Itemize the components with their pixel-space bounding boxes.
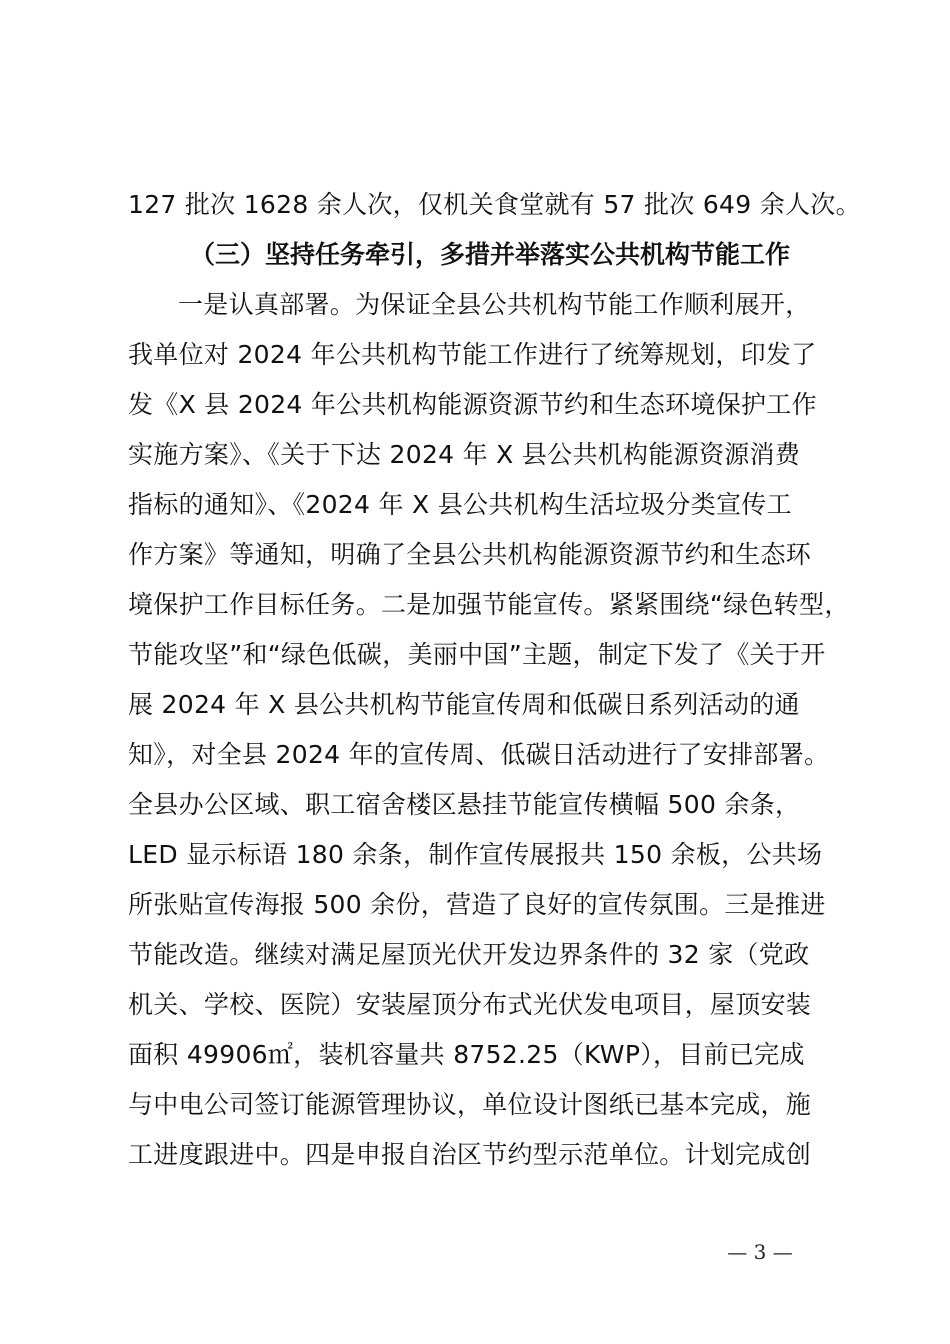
paragraph-line: 作方案》等通知，明确了全县公共机构能源资源节约和生态环 [128,540,812,569]
page-number: — 3 — [727,1240,793,1264]
paragraph-line: 发《X 县 2024 年公共机构能源资源节约和生态环境保护工作 [128,390,817,419]
paragraph-line: 我单位对 2024 年公共机构节能工作进行了统筹规划，印发了 [128,340,817,369]
paragraph-line: 与中电公司签订能源管理协议，单位设计图纸已基本完成，施 [128,1090,812,1119]
paragraph-line: 境保护工作目标任务。二是加强节能宣传。紧紧围绕“绿色转型， [128,590,850,619]
paragraph-line: 所张贴宣传海报 500 余份，营造了良好的宣传氛围。三是推进 [128,890,826,919]
paragraph-line: 展 2024 年 X 县公共机构节能宣传周和低碳日系列活动的通 [128,690,800,719]
paragraph-line: 实施方案》、《关于下达 2024 年 X 县公共机构能源资源消费 [128,440,801,469]
paragraph-line: LED 显示标语 180 余条，制作宣传展报共 150 余板，公共场 [128,840,823,869]
paragraph-line: 节能改造。继续对满足屋顶光伏开发边界条件的 32 家（党政 [128,940,810,969]
paragraph-line: 指标的通知》、《2024 年 X 县公共机构生活垃圾分类宣传工 [128,490,792,519]
paragraph-line: 节能攻坚”和“绿色低碳，美丽中国”主题，制定下发了《关于开 [128,640,826,669]
paragraph-line: 127 批次 1628 余人次，仅机关食堂就有 57 批次 649 余人次。 [128,190,861,219]
paragraph-line: 一是认真部署。为保证全县公共机构节能工作顺利展开， [178,290,811,319]
paragraph-line: 工进度跟进中。四是申报自治区节约型示范单位。计划完成创 [128,1140,812,1169]
paragraph-line: 全县办公区域、职工宿舍楼区悬挂节能宣传横幅 500 余条， [128,790,801,819]
section-heading: （三）坚持任务牵引，多措并举落实公共机构节能工作 [190,240,791,269]
paragraph-line: 机关、学校、医院）安装屋顶分布式光伏发电项目，屋顶安装 [128,990,812,1019]
paragraph-line: 知》，对全县 2024 年的宣传周、低碳日活动进行了安排部署。 [128,740,830,769]
paragraph-line: 面积 49906㎡，装机容量共 8752.25（KWP），目前已完成 [128,1040,805,1069]
